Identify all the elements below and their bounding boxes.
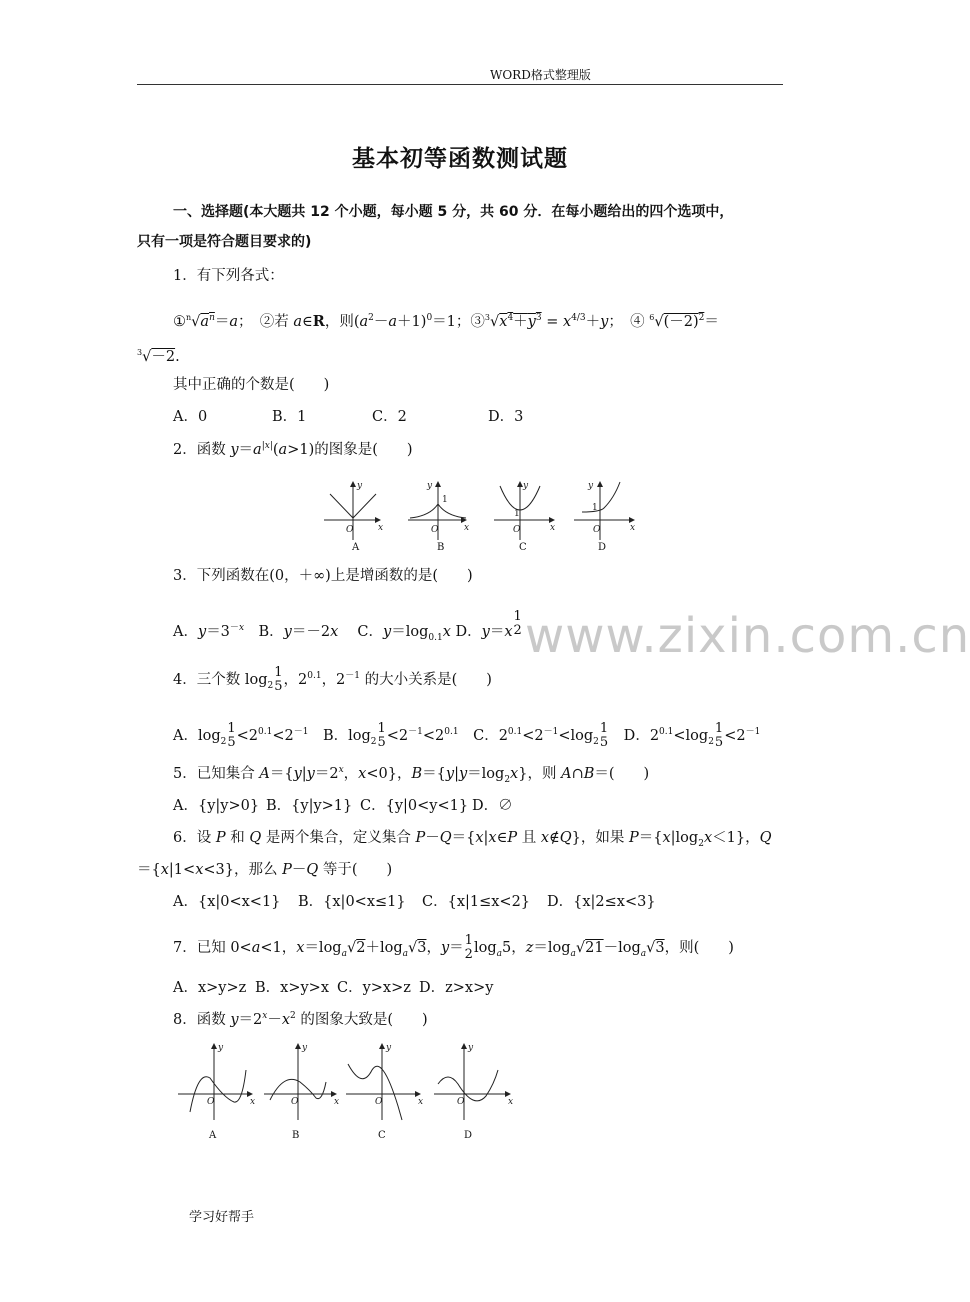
q8-label-a: A — [209, 1130, 217, 1141]
q5-option-b: B．{y|y>1} — [266, 798, 353, 814]
svg-text:y: y — [468, 1043, 474, 1053]
watermark: www.zixin.com.cn — [525, 608, 970, 664]
q7-option-b: B．x>y>x — [255, 980, 330, 996]
q1-option-d: D．3 — [488, 409, 524, 425]
svg-text:x: x — [334, 1097, 340, 1107]
section-heading-line2: 只有一项是符合题目要求的) — [137, 234, 312, 250]
q8-graph-d-curve — [438, 1070, 498, 1101]
q2-graphs — [318, 474, 642, 556]
svg-text:y: y — [386, 1043, 392, 1053]
q6-option-a: A．{x|0<x<1} — [173, 894, 281, 910]
q1-items: $①^n√a^n=a$； ②若 a∈R，则$(a^2-a+1)^0=1$；$③^3√x^4+y^3 = x^{4/3}+y$； ④ $^6√(-2)^2=$ — [173, 313, 719, 330]
q6-line2: ＝{x|1<x<3}，那么 P－Q 等于( ) — [137, 862, 393, 878]
q5-option-a: A．{y|y>0} — [173, 798, 260, 814]
header-text: WORD格式整理版 — [490, 68, 591, 82]
q2-stem: 2．函数 $y=a^{|x|}(a>1)$的图象是( ) — [173, 441, 413, 458]
q1-ask: 其中正确的个数是( ) — [173, 377, 330, 393]
q1-option-a: A．0 — [173, 409, 208, 425]
svg-text:x: x — [630, 523, 636, 533]
q1-stem: 1．有下列各式： — [173, 268, 284, 284]
q8-stem: 8．函数 $y=2^x-x^2$ 的图象大致是( ) — [173, 1011, 428, 1028]
q2-label-a: A — [352, 542, 360, 553]
q4-stem: 4．三个数 $\log_2$ 1 5 ，$2^{0.1}$，$2^{-1}$ 的大小关系是( ) — [173, 665, 492, 694]
svg-text:x: x — [550, 523, 556, 533]
q7-option-a: A．x>y>z — [173, 980, 247, 996]
q8-label-b: B — [292, 1130, 300, 1141]
header-rule — [137, 84, 783, 85]
q8-label-d: D — [464, 1130, 473, 1141]
svg-text:O: O — [207, 1097, 215, 1107]
q5-option-d: D．∅ — [472, 798, 513, 814]
svg-text:y: y — [427, 481, 433, 491]
q7-option-c: C．y>x>z — [337, 980, 411, 996]
svg-text:O: O — [346, 525, 354, 535]
svg-text:1: 1 — [592, 503, 598, 513]
q3-options: A．$y=3^{-x}$ B．y＝－2x C．$y=\log_{0.1}x$ D．y＝x 1 2 — [173, 609, 522, 643]
q6-option-b: B．{x|0<x≤1} — [298, 894, 406, 910]
svg-text:O: O — [593, 525, 601, 535]
q6-option-c: C．{x|1≤x<2} — [422, 894, 531, 910]
q1-option-b: B．1 — [272, 409, 307, 425]
q7-stem: 7．已知 0<a<1，$x=\log_a√2+\log_a√3$，y＝ 1 2 $\log_a5$，$z=\log_a√21-\log_a√3$，则( ) — [173, 933, 734, 962]
q3-stem: 3．下列函数在(0，＋∞)上是增函数的是( ) — [173, 568, 473, 584]
q2-label-c: C — [519, 542, 527, 553]
q1-option-c: C．2 — [372, 409, 407, 425]
svg-text:O: O — [291, 1097, 299, 1107]
svg-text:y: y — [588, 481, 594, 491]
svg-text:y: y — [523, 481, 529, 491]
svg-text:1: 1 — [514, 509, 520, 519]
svg-text:O: O — [375, 1097, 383, 1107]
q2-label-b: B — [437, 542, 445, 553]
svg-text:x: x — [378, 523, 384, 533]
q8-label-c: C — [378, 1130, 386, 1141]
svg-text:y: y — [302, 1043, 308, 1053]
q8-graph-c-curve — [348, 1064, 402, 1120]
q4-options: A．$\log_2$ 1 5 $<2^{0.1}<2^{-1}$ B．$\log_2$ 1 5 $<2^{-1}<2^{0.1}$ C．$2^{0.1}<2^{-1}<\log_2$ 1 5 D．$2^{0.1}<\log_2$ 1 5 $<2^{-1}$ — [173, 721, 761, 750]
q6-option-d: D．{x|2≤x<3} — [547, 894, 656, 910]
q7-option-d: D．z>x>y — [419, 980, 494, 996]
svg-text:O: O — [513, 525, 521, 535]
svg-text:x: x — [464, 523, 470, 533]
page-title: 基本初等函数测试题 — [352, 146, 568, 172]
q2-label-d: D — [598, 542, 607, 553]
q6-line1: 6．设 P 和 Q 是两个集合，定义集合 P－Q＝{x|x∈P 且 x∉Q}，如果 $P=\{x|\log_2x<1\}$，Q — [173, 830, 772, 849]
svg-text:x: x — [418, 1097, 424, 1107]
svg-text:O: O — [457, 1097, 465, 1107]
q1-items-cont: $^3$√－2. — [137, 348, 180, 365]
q8-graph-a-curve — [190, 1070, 246, 1112]
svg-text:x: x — [250, 1097, 256, 1107]
svg-text:x: x — [508, 1097, 514, 1107]
section-heading-line1: 一、选择题(本大题共 12 个小题，每小题 5 分，共 60 分．在每小题给出的四个选项中， — [173, 204, 734, 220]
q5-stem: 5．已知集合 $A=\{y|y=2^x$，x<0}，$B=\{y|y=\log_2x\}$，则 A∩B＝( ) — [173, 765, 650, 785]
svg-text:y: y — [357, 481, 363, 491]
svg-text:1: 1 — [442, 495, 448, 505]
q8-graphs — [176, 1040, 522, 1136]
q5-option-c: C．{y|0<y<1} — [360, 798, 469, 814]
svg-text:O: O — [431, 525, 439, 535]
footer-text: 学习好帮手 — [189, 1210, 255, 1225]
svg-text:y: y — [218, 1043, 224, 1053]
